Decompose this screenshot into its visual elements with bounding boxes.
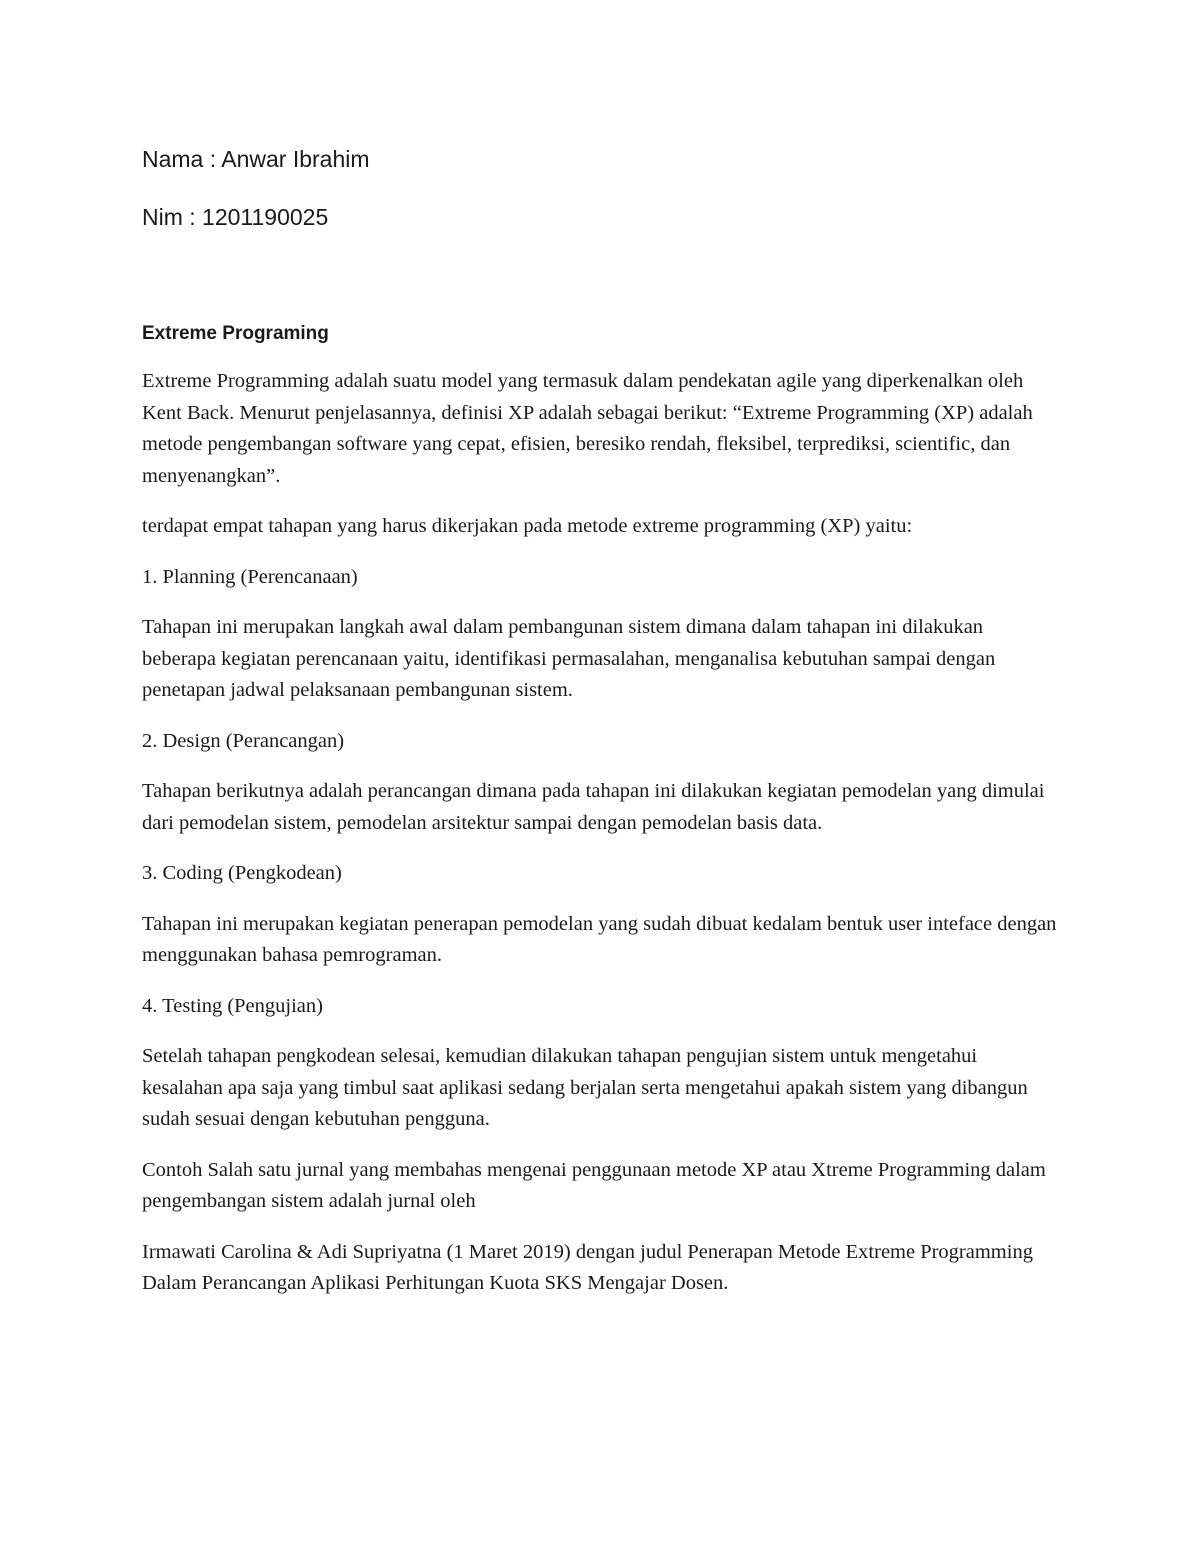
stages-intro-paragraph: terdapat empat tahapan yang harus dikerjakan pada metode extreme programming (XP) yaitu:	[142, 515, 913, 537]
student-name-line: Nama : Anwar Ibrahim	[142, 146, 370, 172]
student-nim-line: Nim : 1201190025	[142, 204, 329, 230]
reference-paragraph: Irmawati Carolina & Adi Supriyatna (1 Maret 2019) dengan judul Penerapan Metode Extreme Programming Dalam Perancangan Aplikasi Perhitungan Kuota SKS Mengajar Dosen.	[142, 1240, 1033, 1294]
step-text-design: Tahapan berikutnya adalah perancangan dimana pada tahapan ini dilakukan kegiatan pemodelan yang dimulai dari pemodelan sistem, pemodelan arsitektur sampai dengan pemodelan basis data.	[142, 780, 1045, 834]
intro-paragraph: Extreme Programming adalah suatu model yang termasuk dalam pendekatan agile yang diperkenalkan oleh Kent Back. Menurut penjelasannya, definisi XP adalah sebagai berikut: “Extreme Programming (XP) adalah metode pengembangan software yang cepat, efisien, beresiko rendah, fleksibel, terprediksi, scientific, dan menyenangkan”.	[142, 370, 1033, 487]
section-title: Extreme Programing	[142, 323, 329, 344]
step-text-testing: Setelah tahapan pengkodean selesai, kemudian dilakukan tahapan pengujian sistem untuk mengetahui kesalahan apa saja yang timbul saat aplikasi sedang berjalan serta mengetahui apakah sistem yang dibangun sudah sesuai dengan kebutuhan pengguna.	[142, 1045, 1028, 1130]
step-text-coding: Tahapan ini merupakan kegiatan penerapan pemodelan yang sudah dibuat kedalam bentuk user inteface dengan menggunakan bahasa pemrograman.	[142, 912, 1057, 966]
step-text-planning: Tahapan ini merupakan langkah awal dalam pembangunan sistem dimana dalam tahapan ini dilakukan beberapa kegiatan perencanaan yaitu, identifikasi permasalahan, menganalisa kebutuhan sampai dengan penetapan jadwal pelaksanaan pembangunan sistem.	[142, 616, 996, 701]
step-heading-coding: 3. Coding (Pengkodean)	[142, 862, 342, 884]
step-heading-testing: 4. Testing (Pengujian)	[142, 994, 323, 1017]
document-content	[142, 142, 1062, 1319]
step-heading-planning: 1. Planning (Perencanaan)	[142, 565, 358, 588]
example-paragraph: Contoh Salah satu jurnal yang membahas mengenai penggunaan metode XP atau Xtreme Programming dalam pengembangan sistem adalah jurnal oleh	[142, 1158, 1046, 1212]
step-heading-design: 2. Design (Perancangan)	[142, 729, 345, 752]
